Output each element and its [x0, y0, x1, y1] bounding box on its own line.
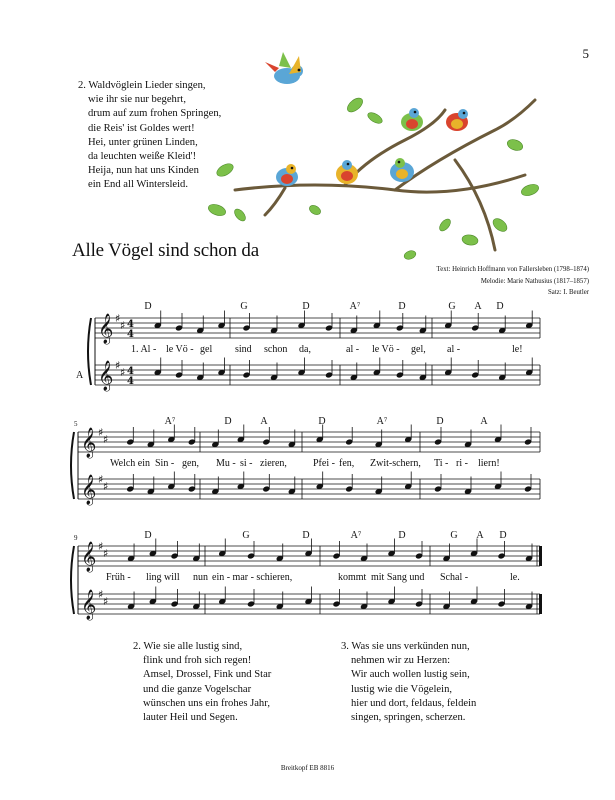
- verse-line: lauter Heil und Segen.: [143, 712, 238, 724]
- chord-symbol: D: [224, 416, 232, 427]
- stanza-line: da leuchten weiße Kleid'!: [88, 151, 197, 163]
- treble-clef-icon: 𝄞: [81, 542, 97, 572]
- brace: [88, 318, 91, 385]
- lyric-syllable: ling will: [146, 572, 180, 583]
- lyric-syllable: gel,: [411, 344, 426, 355]
- lyric-syllable: Zwit-schern,: [370, 458, 421, 469]
- chord-symbol: D: [398, 301, 406, 312]
- brace: [71, 432, 74, 499]
- verse-line: nehmen wir zu Herzen:: [351, 655, 451, 667]
- lyric-syllable: le Vö -: [166, 344, 194, 355]
- time-signature: 4: [127, 319, 134, 330]
- measure-number: 9: [74, 534, 78, 542]
- credit-text: Text: Heinrich Hoffmann von Fallersleben (1798–1874): [436, 266, 589, 273]
- chord-symbol: D: [398, 530, 406, 541]
- verse-line: Amsel, Drossel, Fink und Star: [143, 669, 272, 681]
- verse-line: und die ganze Vogelschar: [143, 683, 252, 695]
- lyric-syllable: le.: [510, 572, 520, 583]
- final-barline: [539, 546, 542, 566]
- chord-symbol: D: [302, 530, 310, 541]
- sharp-icon: ♯: [103, 433, 109, 446]
- lyric-syllable: ein - mar - schieren,: [212, 572, 293, 583]
- lyric-syllable: gen,: [182, 458, 199, 469]
- stanza-line: die Reis' ist Goldes wert!: [88, 122, 195, 134]
- publisher-footer: Breitkopf EB 8816: [280, 764, 335, 772]
- lyric-syllable: gel: [200, 344, 213, 355]
- chord-symbol: A: [476, 530, 484, 541]
- lyric-syllable: da,: [299, 344, 311, 355]
- lyric-syllable: zieren,: [260, 458, 287, 469]
- lyric-syllable: al -: [346, 344, 360, 355]
- chord-symbol: G: [240, 301, 248, 312]
- lyric-syllable: Welch ein: [110, 458, 151, 469]
- chord-symbol: A⁷: [376, 416, 388, 427]
- time-signature: 4: [127, 329, 134, 340]
- sharp-icon: ♯: [103, 595, 109, 608]
- verse-line: Wir auch wollen lustig sein,: [351, 669, 470, 681]
- lyric-syllable: Ti -: [434, 458, 449, 469]
- chord-symbol: G: [448, 301, 456, 312]
- treble-clef-icon: 𝄞: [81, 475, 97, 505]
- lyric-syllable: schon: [264, 344, 288, 355]
- stanza-line: Heija, nun hat uns Kinden: [88, 165, 199, 177]
- part-label: A: [76, 370, 84, 381]
- sharp-icon: ♯: [103, 480, 109, 493]
- stanza-line: ein End all Wintersleid.: [88, 179, 188, 191]
- credit-arrangement: Satz: I. Beutler: [548, 289, 589, 296]
- verse-2: [133, 640, 271, 725]
- lyric-syllable: Mu -: [216, 458, 236, 469]
- lyric-syllable: Früh -: [106, 572, 131, 583]
- lyric-syllable: sind: [235, 344, 252, 355]
- verse-line: flink und froh sich regen!: [143, 655, 252, 667]
- lyric-syllable: kommt: [338, 572, 367, 583]
- verse-3: [341, 640, 476, 725]
- lyric-syllable: fen,: [339, 458, 355, 469]
- treble-clef-icon: 𝄞: [81, 428, 97, 458]
- treble-clef-icon: 𝄞: [81, 590, 97, 620]
- sharp-icon: ♯: [115, 312, 121, 325]
- chord-symbol: A⁷: [349, 301, 361, 312]
- lyric-syllable: mit Sang und: [371, 572, 425, 583]
- treble-clef-icon: 𝄞: [98, 361, 114, 391]
- sharp-icon: ♯: [98, 540, 104, 553]
- sharp-icon: ♯: [120, 319, 126, 332]
- lyric-syllable: Sin -: [155, 458, 175, 469]
- chord-symbol: A: [480, 416, 488, 427]
- sharp-icon: ♯: [98, 426, 104, 439]
- chord-symbol: D: [302, 301, 310, 312]
- chord-symbol: D: [499, 530, 507, 541]
- final-barline: [539, 594, 542, 614]
- lyric-syllable: ri -: [456, 458, 468, 469]
- chord-symbol: G: [450, 530, 458, 541]
- verse-line: 3. Was sie uns verkünden nun,: [341, 641, 470, 652]
- lyric-syllable: le!: [512, 344, 523, 355]
- chord-symbol: D: [318, 416, 326, 427]
- verse-line: 2. Wie sie alle lustig sind,: [133, 641, 243, 652]
- chord-symbol: D: [436, 416, 444, 427]
- lyric-syllable: si -: [240, 458, 253, 469]
- chord-symbol: A: [474, 301, 482, 312]
- chord-symbol: G: [242, 530, 250, 541]
- lyric-syllable: Pfei -: [313, 458, 335, 469]
- page-number: 5: [582, 46, 589, 61]
- chord-symbol: D: [496, 301, 504, 312]
- stanza-line: wie ihr sie nur begehrt,: [88, 94, 186, 106]
- brace: [71, 546, 74, 614]
- measure-number: 5: [74, 420, 78, 428]
- credit-melody: Melodie: Marie Nathusius (1817–1857): [480, 277, 589, 285]
- verse-line: wünschen uns ein frohes Jahr,: [143, 697, 270, 709]
- lyric-syllable: nun: [193, 572, 208, 583]
- sharp-icon: ♯: [98, 588, 104, 601]
- verse-line: lustig wie die Vögelein,: [351, 683, 453, 695]
- song-title: Alle Vögel sind schon da: [72, 240, 259, 261]
- treble-clef-icon: 𝄞: [98, 314, 114, 344]
- stanza-line: Hei, unter grünen Linden,: [88, 136, 198, 148]
- time-signature: 4: [127, 366, 134, 377]
- chord-symbol: A⁷: [350, 530, 362, 541]
- chord-symbol: D: [144, 301, 152, 312]
- lyric-syllable: le Vö -: [372, 344, 400, 355]
- time-signature: 4: [127, 376, 134, 387]
- chord-symbol: D: [144, 530, 152, 541]
- sharp-icon: ♯: [103, 547, 109, 560]
- lyric-syllable: 1. Al -: [131, 344, 157, 355]
- chord-symbol: A⁷: [164, 416, 176, 427]
- lyric-syllable: al -: [447, 344, 461, 355]
- lyric-syllable: liern!: [478, 458, 500, 469]
- stanza-line: drum auf zum frohen Springen,: [88, 108, 222, 120]
- lyric-syllable: Schal -: [440, 572, 469, 583]
- verse-line: hier und dort, feldaus, feldein: [351, 697, 477, 709]
- verse-line: singen, springen, scherzen.: [351, 712, 466, 724]
- sharp-icon: ♯: [98, 473, 104, 486]
- sharp-icon: ♯: [120, 366, 126, 379]
- stanza-line: 2. Waldvöglein Lieder singen,: [78, 80, 206, 91]
- sharp-icon: ♯: [115, 359, 121, 372]
- chord-symbol: A: [260, 416, 268, 427]
